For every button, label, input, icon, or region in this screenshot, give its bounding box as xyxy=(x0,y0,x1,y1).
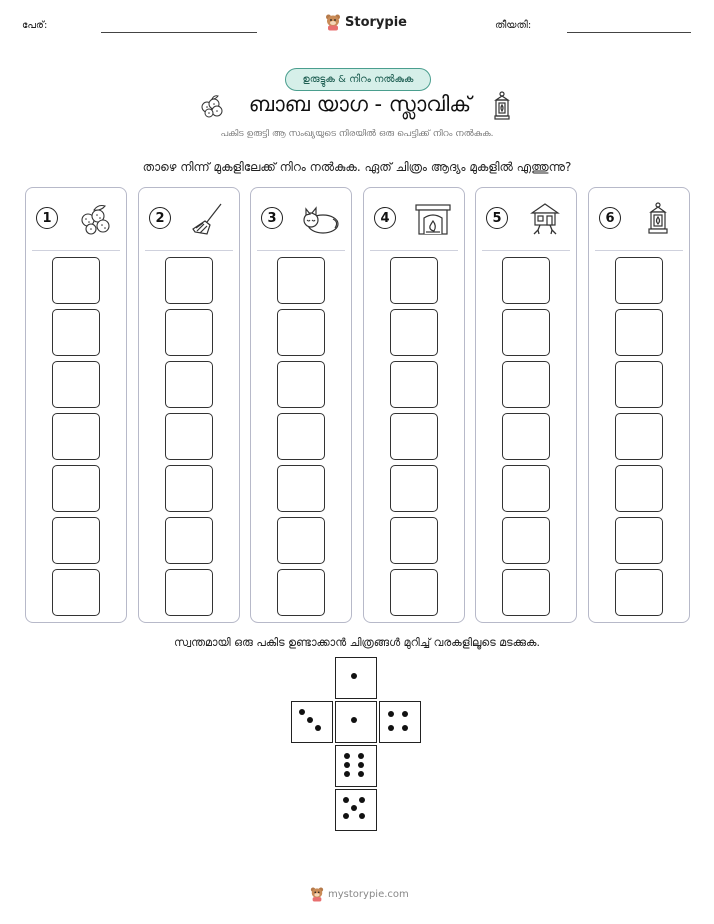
die-pip xyxy=(359,797,365,803)
footer-url[interactable]: mystorypie.com xyxy=(328,888,409,900)
broom-icon xyxy=(187,202,229,236)
die-pip xyxy=(343,813,349,819)
color-box[interactable] xyxy=(390,465,438,512)
column-header xyxy=(36,202,118,236)
column-6 xyxy=(588,187,690,623)
color-box[interactable] xyxy=(277,569,325,616)
die-pip xyxy=(402,711,408,717)
color-box[interactable] xyxy=(390,257,438,304)
color-box[interactable] xyxy=(502,309,550,356)
date-label: തീയതി: xyxy=(495,20,532,31)
column-3 xyxy=(250,187,352,623)
color-box[interactable] xyxy=(277,257,325,304)
column-number: 1 xyxy=(36,207,58,229)
instruction-text: താഴെ നിന്ന് മുകളിലേക്ക് നിറം നൽകുക. ഏത് ചിത്രം ആദ്യം മുകളിൽ എത്തുന്നു? xyxy=(142,160,572,174)
color-box[interactable] xyxy=(615,465,663,512)
column-header xyxy=(374,202,456,236)
column-divider xyxy=(370,250,458,251)
column-header xyxy=(486,202,568,236)
color-box[interactable] xyxy=(52,309,100,356)
column-2 xyxy=(138,187,240,623)
color-box[interactable] xyxy=(390,569,438,616)
column-number: 2 xyxy=(149,207,171,229)
column-header xyxy=(261,202,343,236)
die-pip xyxy=(358,771,364,777)
color-box[interactable] xyxy=(52,413,100,460)
die-pip xyxy=(351,717,357,723)
die-pip xyxy=(307,717,313,723)
die-pip xyxy=(358,762,364,768)
name-label: പേര്: xyxy=(22,20,48,31)
die-face-1[interactable] xyxy=(335,701,377,743)
color-box[interactable] xyxy=(165,257,213,304)
color-box[interactable] xyxy=(277,361,325,408)
color-box[interactable] xyxy=(52,257,100,304)
name-line[interactable] xyxy=(101,32,257,33)
column-number: 4 xyxy=(374,207,396,229)
die-pip xyxy=(344,762,350,768)
category-pill: ഉരുട്ടുക & നിറം നൽകുക xyxy=(285,68,431,91)
color-box[interactable] xyxy=(390,517,438,564)
color-box[interactable] xyxy=(165,465,213,512)
column-number: 5 xyxy=(486,207,508,229)
column-1 xyxy=(25,187,127,623)
color-box[interactable] xyxy=(165,309,213,356)
lantern-icon xyxy=(492,91,512,121)
column-divider xyxy=(145,250,233,251)
die-face-3[interactable] xyxy=(291,701,333,743)
color-box[interactable] xyxy=(502,413,550,460)
column-header xyxy=(149,202,231,236)
column-divider xyxy=(595,250,683,251)
column-5 xyxy=(475,187,577,623)
color-box[interactable] xyxy=(390,309,438,356)
color-box[interactable] xyxy=(277,413,325,460)
color-box[interactable] xyxy=(52,465,100,512)
bear-mascot-icon xyxy=(325,13,341,31)
subtitle: പകിട ഉരുട്ടി ആ സംഖ്യയുടെ നിരയിൽ ഒരു പെട്ടിക്ക് നിറം നൽകുക. xyxy=(220,129,494,139)
die-pip xyxy=(344,753,350,759)
color-box[interactable] xyxy=(615,517,663,564)
color-box[interactable] xyxy=(277,465,325,512)
color-box[interactable] xyxy=(52,569,100,616)
color-box[interactable] xyxy=(502,517,550,564)
die-pip xyxy=(359,813,365,819)
die-face-1[interactable] xyxy=(335,657,377,699)
color-box[interactable] xyxy=(615,257,663,304)
die-face-6[interactable] xyxy=(335,745,377,787)
die-pip xyxy=(351,805,357,811)
fold-instruction: സ്വന്തമായി ഒരു പകിട ഉണ്ടാക്കാൻ ചിത്രങ്ങൾ മുറിച്ച് വരകളിലൂടെ മടക്കുക. xyxy=(174,636,540,649)
die-pip xyxy=(388,725,394,731)
color-box[interactable] xyxy=(502,569,550,616)
brand-name: Storypie xyxy=(345,14,407,30)
color-box[interactable] xyxy=(277,517,325,564)
color-box[interactable] xyxy=(502,257,550,304)
storypie-logo xyxy=(325,13,407,31)
column-header xyxy=(599,202,681,236)
die-pip xyxy=(343,797,349,803)
color-box[interactable] xyxy=(390,413,438,460)
die-pip xyxy=(315,725,321,731)
die-pip xyxy=(358,753,364,759)
color-box[interactable] xyxy=(615,413,663,460)
color-box[interactable] xyxy=(615,361,663,408)
color-box[interactable] xyxy=(165,517,213,564)
die-pip xyxy=(351,673,357,679)
footer xyxy=(310,886,409,902)
lantern-icon xyxy=(637,202,679,236)
berries-icon xyxy=(74,202,116,236)
color-box[interactable] xyxy=(277,309,325,356)
color-box[interactable] xyxy=(165,413,213,460)
column-divider xyxy=(482,250,570,251)
column-number: 3 xyxy=(261,207,283,229)
hut-on-chicken-legs-icon xyxy=(524,202,566,236)
page-title: ബാബ യാഗ - സ്ലാവിക് xyxy=(248,92,472,116)
sleeping-cat-icon xyxy=(299,202,341,236)
column-4 xyxy=(363,187,465,623)
bear-mascot-icon xyxy=(310,886,324,902)
color-box[interactable] xyxy=(615,309,663,356)
color-box[interactable] xyxy=(52,361,100,408)
fireplace-icon xyxy=(412,202,454,236)
die-pip xyxy=(402,725,408,731)
column-divider xyxy=(32,250,120,251)
color-box[interactable] xyxy=(165,361,213,408)
die-pip xyxy=(344,771,350,777)
color-box[interactable] xyxy=(615,569,663,616)
die-pip xyxy=(299,709,305,715)
die-face-4[interactable] xyxy=(379,701,421,743)
color-box[interactable] xyxy=(52,517,100,564)
die-pip xyxy=(388,711,394,717)
column-number: 6 xyxy=(599,207,621,229)
date-line[interactable] xyxy=(567,32,691,33)
color-box[interactable] xyxy=(502,361,550,408)
column-divider xyxy=(257,250,345,251)
color-box[interactable] xyxy=(390,361,438,408)
die-face-5[interactable] xyxy=(335,789,377,831)
color-box[interactable] xyxy=(502,465,550,512)
color-box[interactable] xyxy=(165,569,213,616)
